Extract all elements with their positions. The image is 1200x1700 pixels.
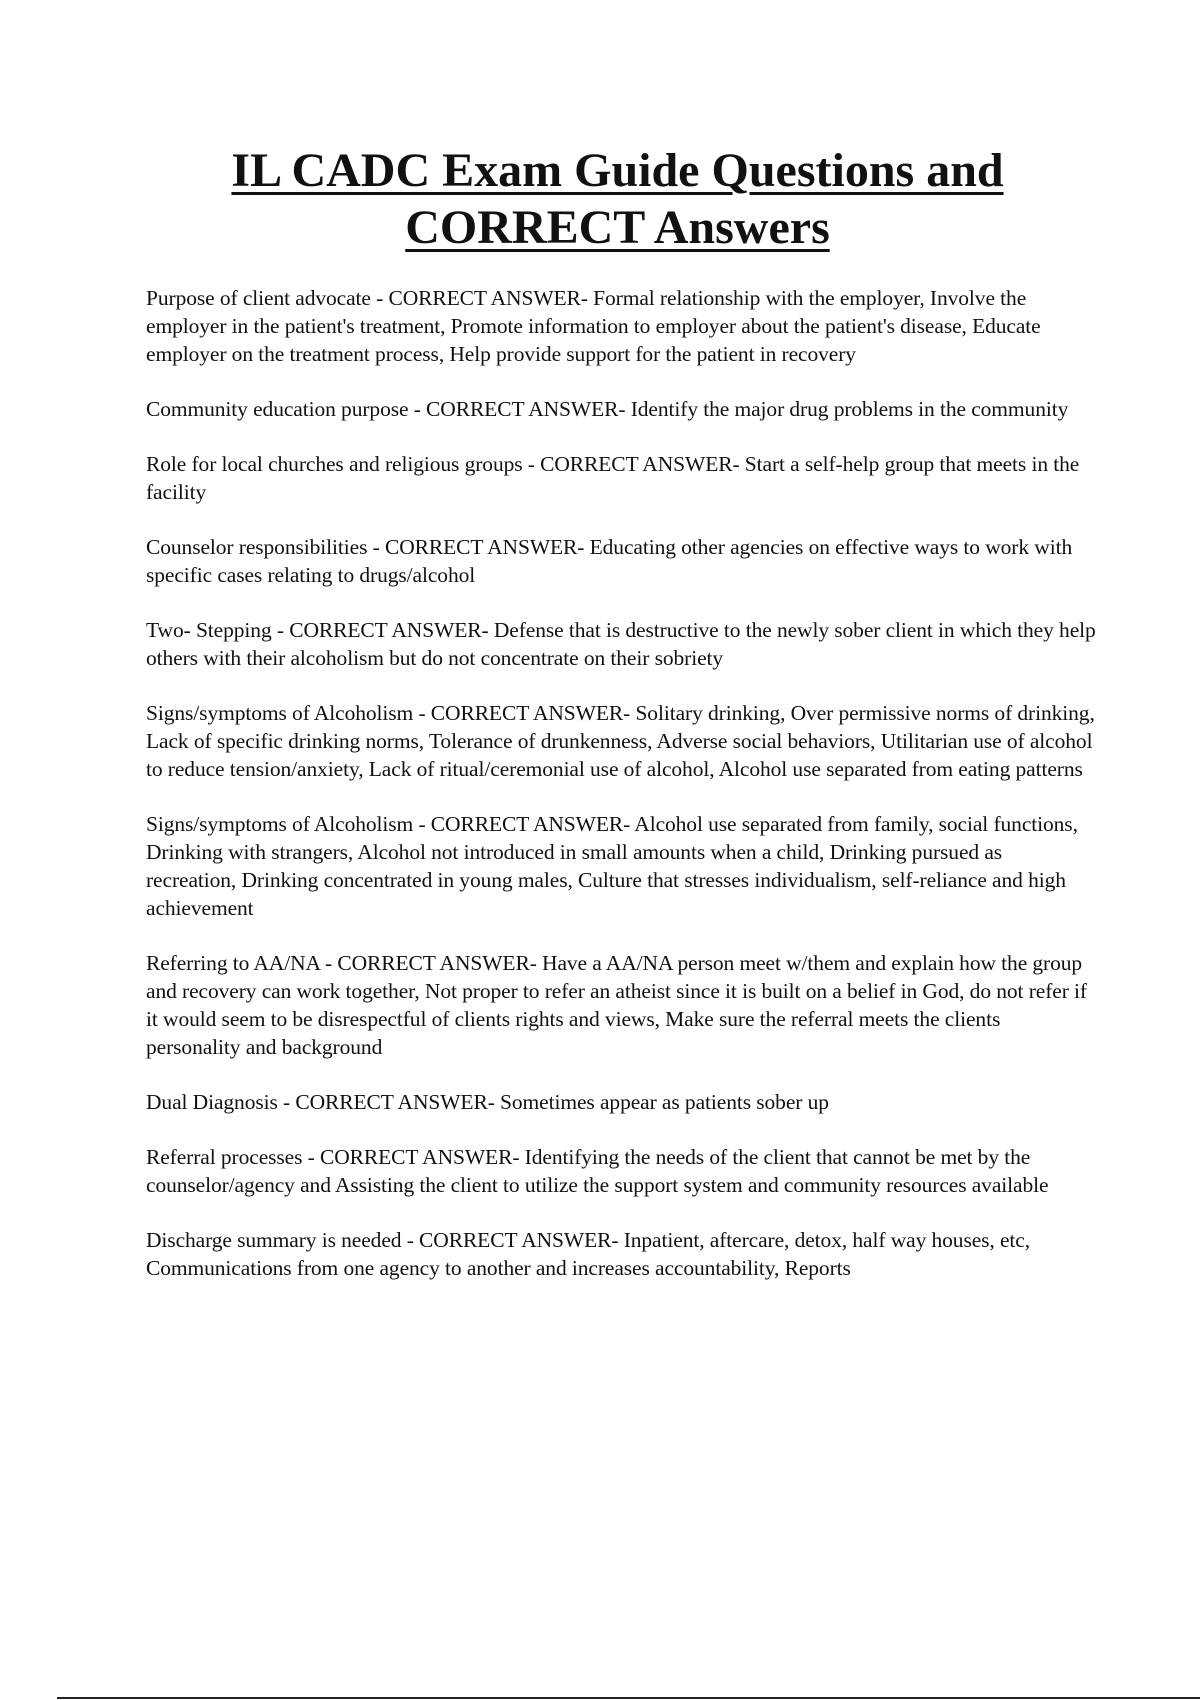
title-line-1: IL CADC Exam Guide Questions and — [231, 144, 1004, 197]
document-title — [0, 142, 1200, 256]
qa-item-dual-diagnosis: Dual Diagnosis - CORRECT ANSWER- Sometimes appear as patients sober up — [146, 1090, 829, 1114]
qa-item-churches-role: Role for local churches and religious groups - CORRECT ANSWER- Start a self-help group that meets in the facility — [146, 452, 1080, 504]
qa-item-alcoholism-signs-2: Signs/symptoms of Alcoholism - CORRECT ANSWER- Alcohol use separated from family, social functions, Drinking with strangers, Alcohol not introduced in small amounts when a child, Drinking pursued as recreation, Drinking concentrated in young males, Culture that stresses individualism, self-reliance and high achievement — [146, 812, 1078, 920]
qa-item-community-education: Community education purpose - CORRECT ANSWER- Identify the major drug problems in the community — [146, 397, 1069, 421]
qa-item-counselor-responsibilities: Counselor responsibilities - CORRECT ANSWER- Educating other agencies on effective ways to work with specific cases relating to drugs/alcohol — [146, 535, 1073, 587]
qa-list — [146, 284, 1096, 1309]
qa-item-client-advocate: Purpose of client advocate - CORRECT ANSWER- Formal relationship with the employer, Involve the employer in the patient's treatment, Promote information to employer about the patient's disease, Educate employer on the treatment process, Help provide support for the patient in recovery — [146, 286, 1041, 366]
qa-item-referring-aa-na: Referring to AA/NA - CORRECT ANSWER- Have a AA/NA person meet w/them and explain how the group and recovery can work together, Not proper to refer an atheist since it is built on a belief in God, do not refer if it would seem to be disrespectful of clients rights and views, Make sure the referral meets the clients personality and background — [146, 951, 1087, 1059]
qa-item-two-stepping: Two- Stepping - CORRECT ANSWER- Defense that is destructive to the newly sober client in which they help others with their alcoholism but do not concentrate on their sobriety — [146, 618, 1096, 670]
page-bottom-rule — [57, 1697, 1200, 1699]
title-line-2: CORRECT Answers — [405, 201, 830, 254]
qa-item-referral-processes: Referral processes - CORRECT ANSWER- Identifying the needs of the client that cannot be met by the counselor/agency and Assisting the client to utilize the support system and community resources available — [146, 1145, 1049, 1197]
qa-item-alcoholism-signs-1: Signs/symptoms of Alcoholism - CORRECT ANSWER- Solitary drinking, Over permissive norms of drinking, Lack of specific drinking norms, Tolerance of drunkenness, Adverse social behaviors, Utilitarian use of alcohol to reduce tension/anxiety, Lack of ritual/ceremonial use of alcohol, Alcohol use separated from eating patterns — [146, 701, 1095, 781]
qa-item-discharge-summary: Discharge summary is needed - CORRECT ANSWER- Inpatient, aftercare, detox, half way houses, etc, Communications from one agency to another and increases accountability, Reports — [146, 1228, 1031, 1280]
